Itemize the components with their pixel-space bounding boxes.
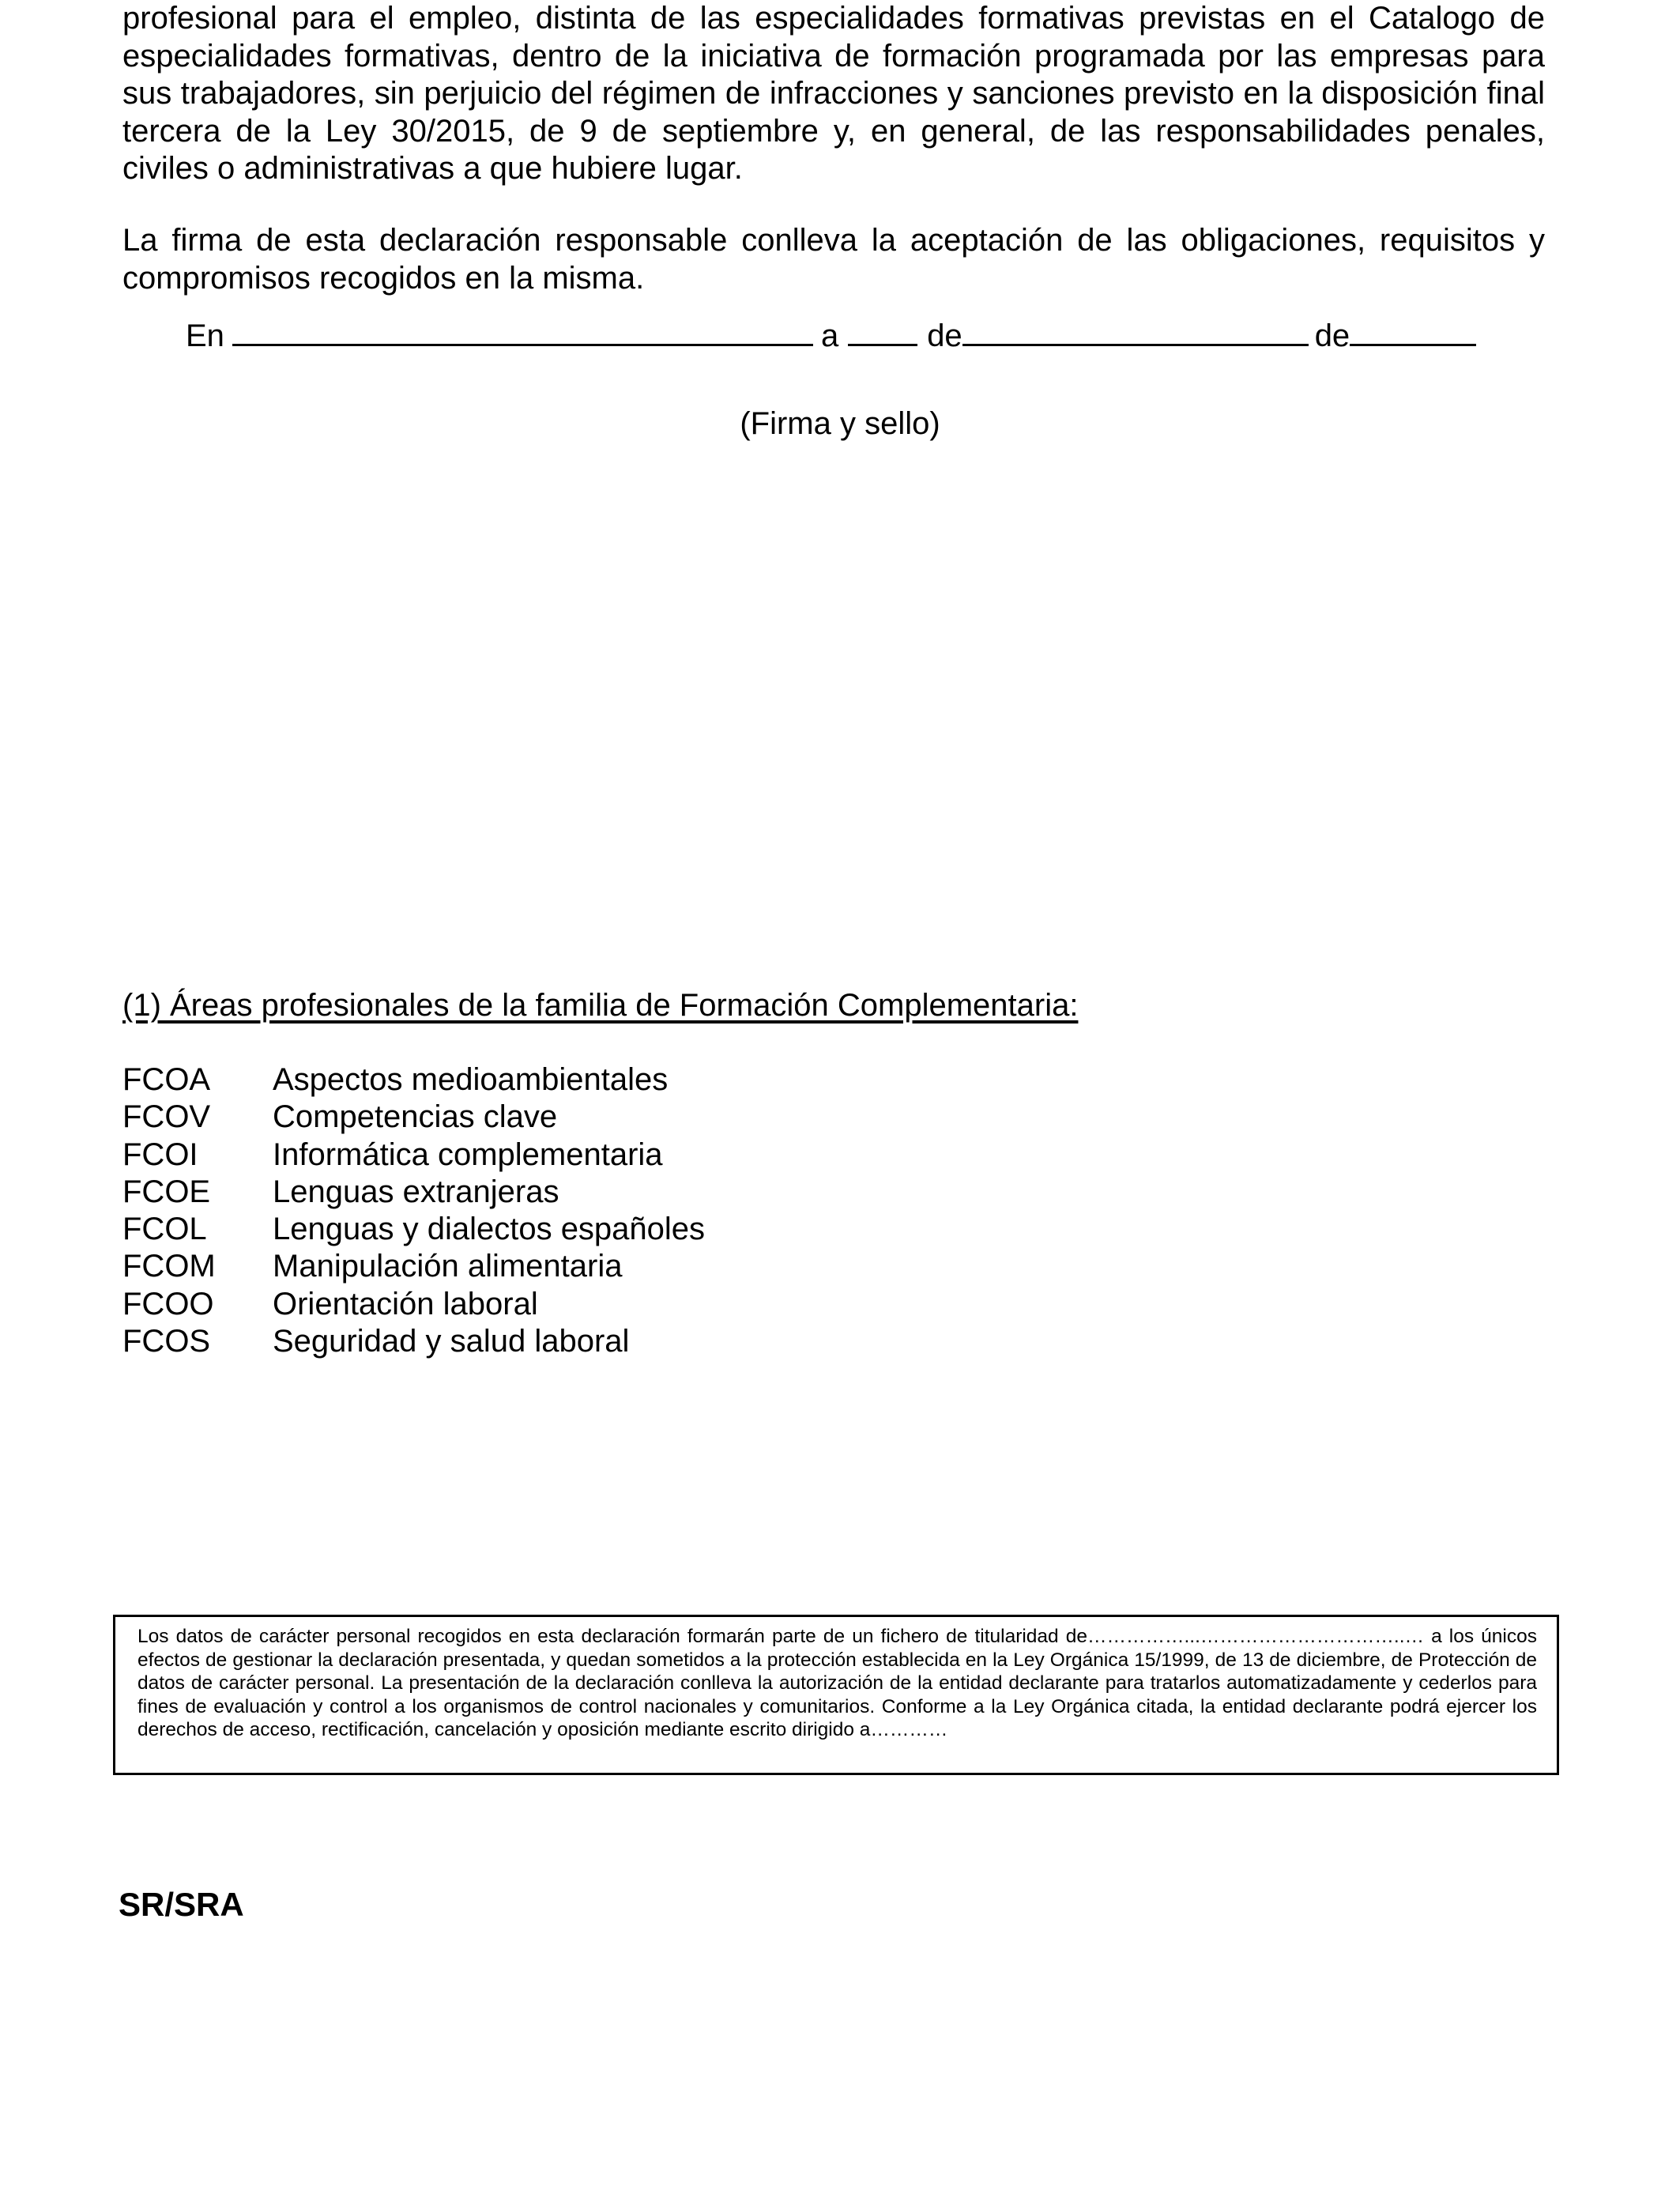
- list-item: [122, 1211, 705, 1248]
- area-name: Competencias clave: [273, 1099, 558, 1135]
- area-code: FCOE: [122, 1174, 211, 1209]
- area-name: Seguridad y salud laboral: [273, 1324, 630, 1359]
- area-name: Manipulación alimentaria: [273, 1249, 623, 1284]
- area-name: Aspectos medioambientales: [273, 1062, 669, 1097]
- list-item: [122, 1323, 705, 1360]
- area-code: FCOM: [122, 1249, 216, 1284]
- list-item: [122, 1248, 705, 1285]
- data-protection-notice-text: Los datos de carácter personal recogidos en esta declaración formarán parte de un fichero de titularidad de……………...…………………………..… a los únicos efectos de gestionar la declaración presentada, y quedan sometidos a la protección establecida en la Ley Orgánica 15/1999, de 13 de diciembre, de Protección de datos de carácter personal. La presentación de la declaración conlleva la autorización de la entidad declarante para tratarlos automatizadamente y cederlos para fines de evaluación y control a los organismos de control nacionales y comunitarios. Conforme a la Ley Orgánica citada, la entidad declarante podrá ejercer los derechos de acceso, rectificación, cancelación y oposición mediante escrito dirigido a…………: [137, 1626, 1537, 1740]
- list-item: [122, 1286, 705, 1323]
- month-blank-field[interactable]: [962, 315, 1309, 346]
- area-name: Lenguas extranjeras: [273, 1174, 559, 1209]
- place-blank-field[interactable]: [232, 315, 813, 346]
- area-name: Lenguas y dialectos españoles: [273, 1212, 706, 1247]
- addressee-label: SR/SRA: [119, 1886, 244, 1923]
- area-code: FCOI: [122, 1137, 198, 1172]
- area-code: FCOV: [122, 1099, 211, 1135]
- paragraph-signature-acceptance: La firma de esta declaración responsable conlleva la aceptación de las obligaciones, requisitos y compromisos recogidos en la misma.: [122, 223, 1545, 296]
- date-line-de-label: de: [927, 319, 962, 353]
- day-blank-field[interactable]: [848, 315, 917, 346]
- signature-label: (Firma y sello): [740, 406, 940, 441]
- areas-list: [122, 1061, 705, 1360]
- list-item: [122, 1137, 705, 1174]
- list-item: [122, 1099, 705, 1136]
- date-line-a-label: a: [820, 319, 839, 353]
- list-item: [122, 1174, 705, 1211]
- area-code: FCOS: [122, 1324, 211, 1359]
- area-name: Orientación laboral: [273, 1286, 538, 1321]
- place-date-line: [186, 315, 1545, 355]
- paragraph-legal-responsibilities: profesional para el empleo, distinta de las especialidades formativas previstas en el Catalogo de especialidades formativas, dentro de la iniciativa de formación programada por las empresas para sus trabajadores, sin perjuicio del régimen de infracciones y sanciones previsto en la disposición final tercera de la Ley 30/2015, de 9 de septiembre y, en general, de las responsabilidades penales, civiles o administrativas a que hubiere lugar.: [122, 1, 1545, 186]
- area-name: Informática complementaria: [273, 1137, 663, 1172]
- data-protection-notice-box: [113, 1615, 1559, 1775]
- year-blank-field[interactable]: [1350, 315, 1476, 346]
- areas-heading: (1) Áreas profesionales de la familia de Formación Complementaria:: [122, 988, 1079, 1023]
- date-line-en-label: En: [186, 319, 224, 353]
- area-code: FCOO: [122, 1286, 214, 1321]
- area-code: FCOL: [122, 1212, 207, 1247]
- area-code: FCOA: [122, 1062, 211, 1097]
- list-item: [122, 1061, 705, 1099]
- date-line-de-label-2: de: [1314, 319, 1350, 353]
